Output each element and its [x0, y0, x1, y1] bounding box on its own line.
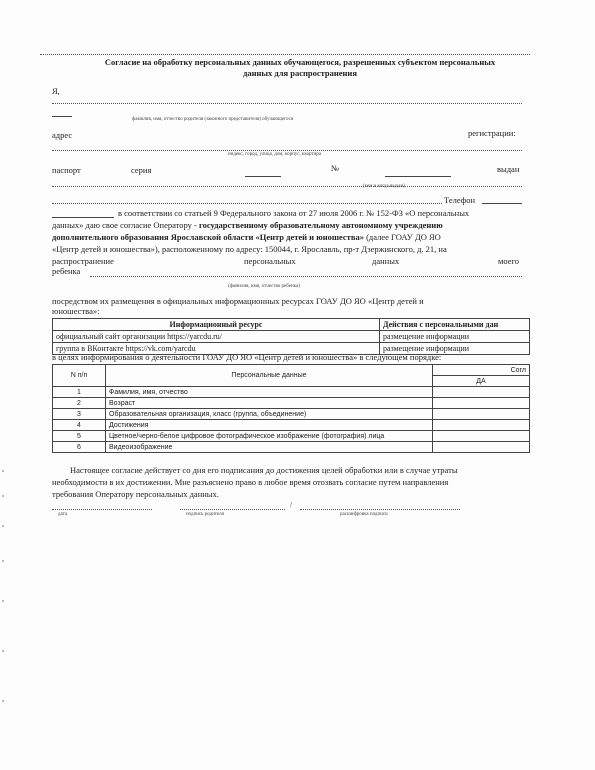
p1-line4: «Центр детей и юношества»), расположенному по адресу: 150044, г. Ярославль, пр-т Дзержинского, д. 21, на [52, 244, 447, 254]
pd-text: Достижения [106, 420, 433, 431]
number-line [385, 176, 451, 177]
title-line-2: данных для распространения [243, 68, 357, 78]
p1-line5-d: моего [498, 256, 520, 266]
ya-label: Я, [52, 86, 60, 96]
address-caption: индекс, город, улица, дом, корпус, квартира [228, 152, 321, 157]
issued-line [52, 186, 522, 187]
p1-line2-b: государственному образовательному автономному учреждению [198, 220, 443, 230]
scan-speck [2, 470, 4, 472]
pd-num: 6 [53, 442, 106, 453]
scan-speck [2, 600, 4, 602]
pd-yes-cell [433, 431, 530, 442]
final-line1: Настоящее согласие действует со дня его подписания до достижения целей обработки или в случае утраты [70, 465, 458, 475]
phone-pre-line [52, 203, 442, 204]
pd-yes-cell [433, 420, 530, 431]
p1-line6: ребенка [52, 266, 81, 276]
pd-text: Образовательная организация, класс (группа, объединение) [106, 409, 433, 420]
pd-row [53, 420, 530, 431]
scan-speck [2, 650, 4, 652]
p1-line1: в соответствии со статьей 9 Федерального закона от 27 июля 2006 г. № 152-ФЗ «О персональных [118, 208, 470, 218]
final-line3: требования Оператору персональных данных. [52, 489, 219, 499]
pd-text: Возраст [106, 398, 433, 409]
pd-num: 3 [53, 409, 106, 420]
date-caption: дата [58, 512, 68, 517]
consent-blank-line [52, 217, 114, 218]
parent-name-line [52, 103, 522, 104]
pd-text: Цветное/черно-белое цифровое фотографическое изображение (фотография) лица [106, 431, 433, 442]
p1-line2-a: данных» даю свое согласие Оператору - [52, 220, 199, 230]
parent-name-caption: фамилия, имя, отчество родителя (законного представителя) обучающегося [132, 117, 294, 122]
pd-header-num: N п/п [53, 365, 106, 387]
series-label: серия [131, 165, 152, 175]
resources-table [52, 318, 530, 355]
resources-header-resource: Информационный ресурс [53, 319, 380, 331]
pd-row [53, 398, 530, 409]
p3-line: в целях информирования о деятельности ГОАУ ДО ЯО «Центр детей и юношества» в следующем порядке: [52, 352, 442, 362]
parent-name-short-line [52, 116, 72, 117]
pd-header-yes: ДА [433, 376, 530, 387]
address-line [52, 150, 522, 151]
pd-row [53, 409, 530, 420]
pd-yes-cell [433, 387, 530, 398]
pd-num: 1 [53, 387, 106, 398]
resources-header-row [53, 319, 530, 331]
resource-cell: официальный сайт организации https://yarcdu.ru/ [53, 331, 380, 343]
decode-line [300, 509, 460, 510]
pd-header-row [53, 365, 530, 376]
pd-row [53, 442, 530, 453]
p1-line2 [52, 220, 443, 230]
pd-header-data: Персональные данные [106, 365, 433, 387]
p1-line5-c: данных [372, 256, 400, 266]
title-line-1: Согласие на обработку персональных данных обучающегося, разрешенных субъектом персональных [104, 57, 496, 67]
pd-yes-cell [433, 409, 530, 420]
resources-row [53, 331, 530, 343]
pd-num: 2 [53, 398, 106, 409]
final-line2: необходимости в их достижении. Мне разъяснено право в любое время отозвать согласие путем направления [52, 477, 449, 487]
phone-line [482, 203, 522, 204]
child-name-line [90, 276, 522, 277]
p1-line3-b: (далее ГОАУ ДО ЯО [363, 232, 441, 242]
resources-header-actions: Действия с персональными дан [380, 319, 530, 331]
scan-speck [2, 560, 4, 562]
p2-line2: юношества»: [52, 306, 100, 316]
pd-text: Фамилия, имя, отчество [106, 387, 433, 398]
issued-caption: (кем и когда выдан) [363, 184, 405, 189]
pd-num: 5 [53, 431, 106, 442]
parent-signature-caption: подпись родителя [186, 512, 224, 517]
date-line [52, 509, 152, 510]
action-cell: размещение информации [380, 343, 530, 355]
decode-caption: расшифровка подписи [340, 512, 388, 517]
child-name-caption: (фамилия, имя, отчество ребенка) [228, 284, 300, 289]
number-label: № [331, 163, 340, 173]
slash-mark: / [290, 500, 293, 509]
p1-line3-a: дополнительного образования Ярославской области «Центр детей и юношества» [52, 232, 364, 242]
p1-line3 [52, 232, 441, 242]
parent-signature-line [180, 509, 285, 510]
pd-header-consent: Согл [433, 365, 530, 376]
passport-label: паспорт [52, 165, 81, 175]
resource-cell: группа в ВКонтакте https://vk.com/yarcdu [53, 343, 380, 355]
series-line [245, 176, 281, 177]
pd-text: Видеоизображение [106, 442, 433, 453]
pd-yes-cell [433, 442, 530, 453]
scan-speck [2, 495, 4, 497]
p1-line5-b: персональных [244, 256, 296, 266]
address-label: адрес [52, 130, 73, 140]
registration-label: регистрации: [468, 128, 516, 138]
p1-line5-a: распространение [52, 256, 114, 266]
scan-speck [2, 525, 4, 527]
scan-speck [2, 700, 4, 702]
pd-row [53, 431, 530, 442]
pd-yes-cell [433, 398, 530, 409]
issued-label: выдан [497, 164, 520, 174]
p2-line1: посредством их размещения в официальных информационных ресурсах ГОАУ ДО ЯО «Центр детей и [52, 296, 424, 306]
pd-row [53, 387, 530, 398]
pd-num: 4 [53, 420, 106, 431]
document-title [40, 57, 560, 79]
personal-data-table [52, 364, 530, 453]
action-cell: размещение информации [380, 331, 530, 343]
phone-label: Телефон [444, 195, 476, 205]
top-rule [40, 54, 530, 55]
